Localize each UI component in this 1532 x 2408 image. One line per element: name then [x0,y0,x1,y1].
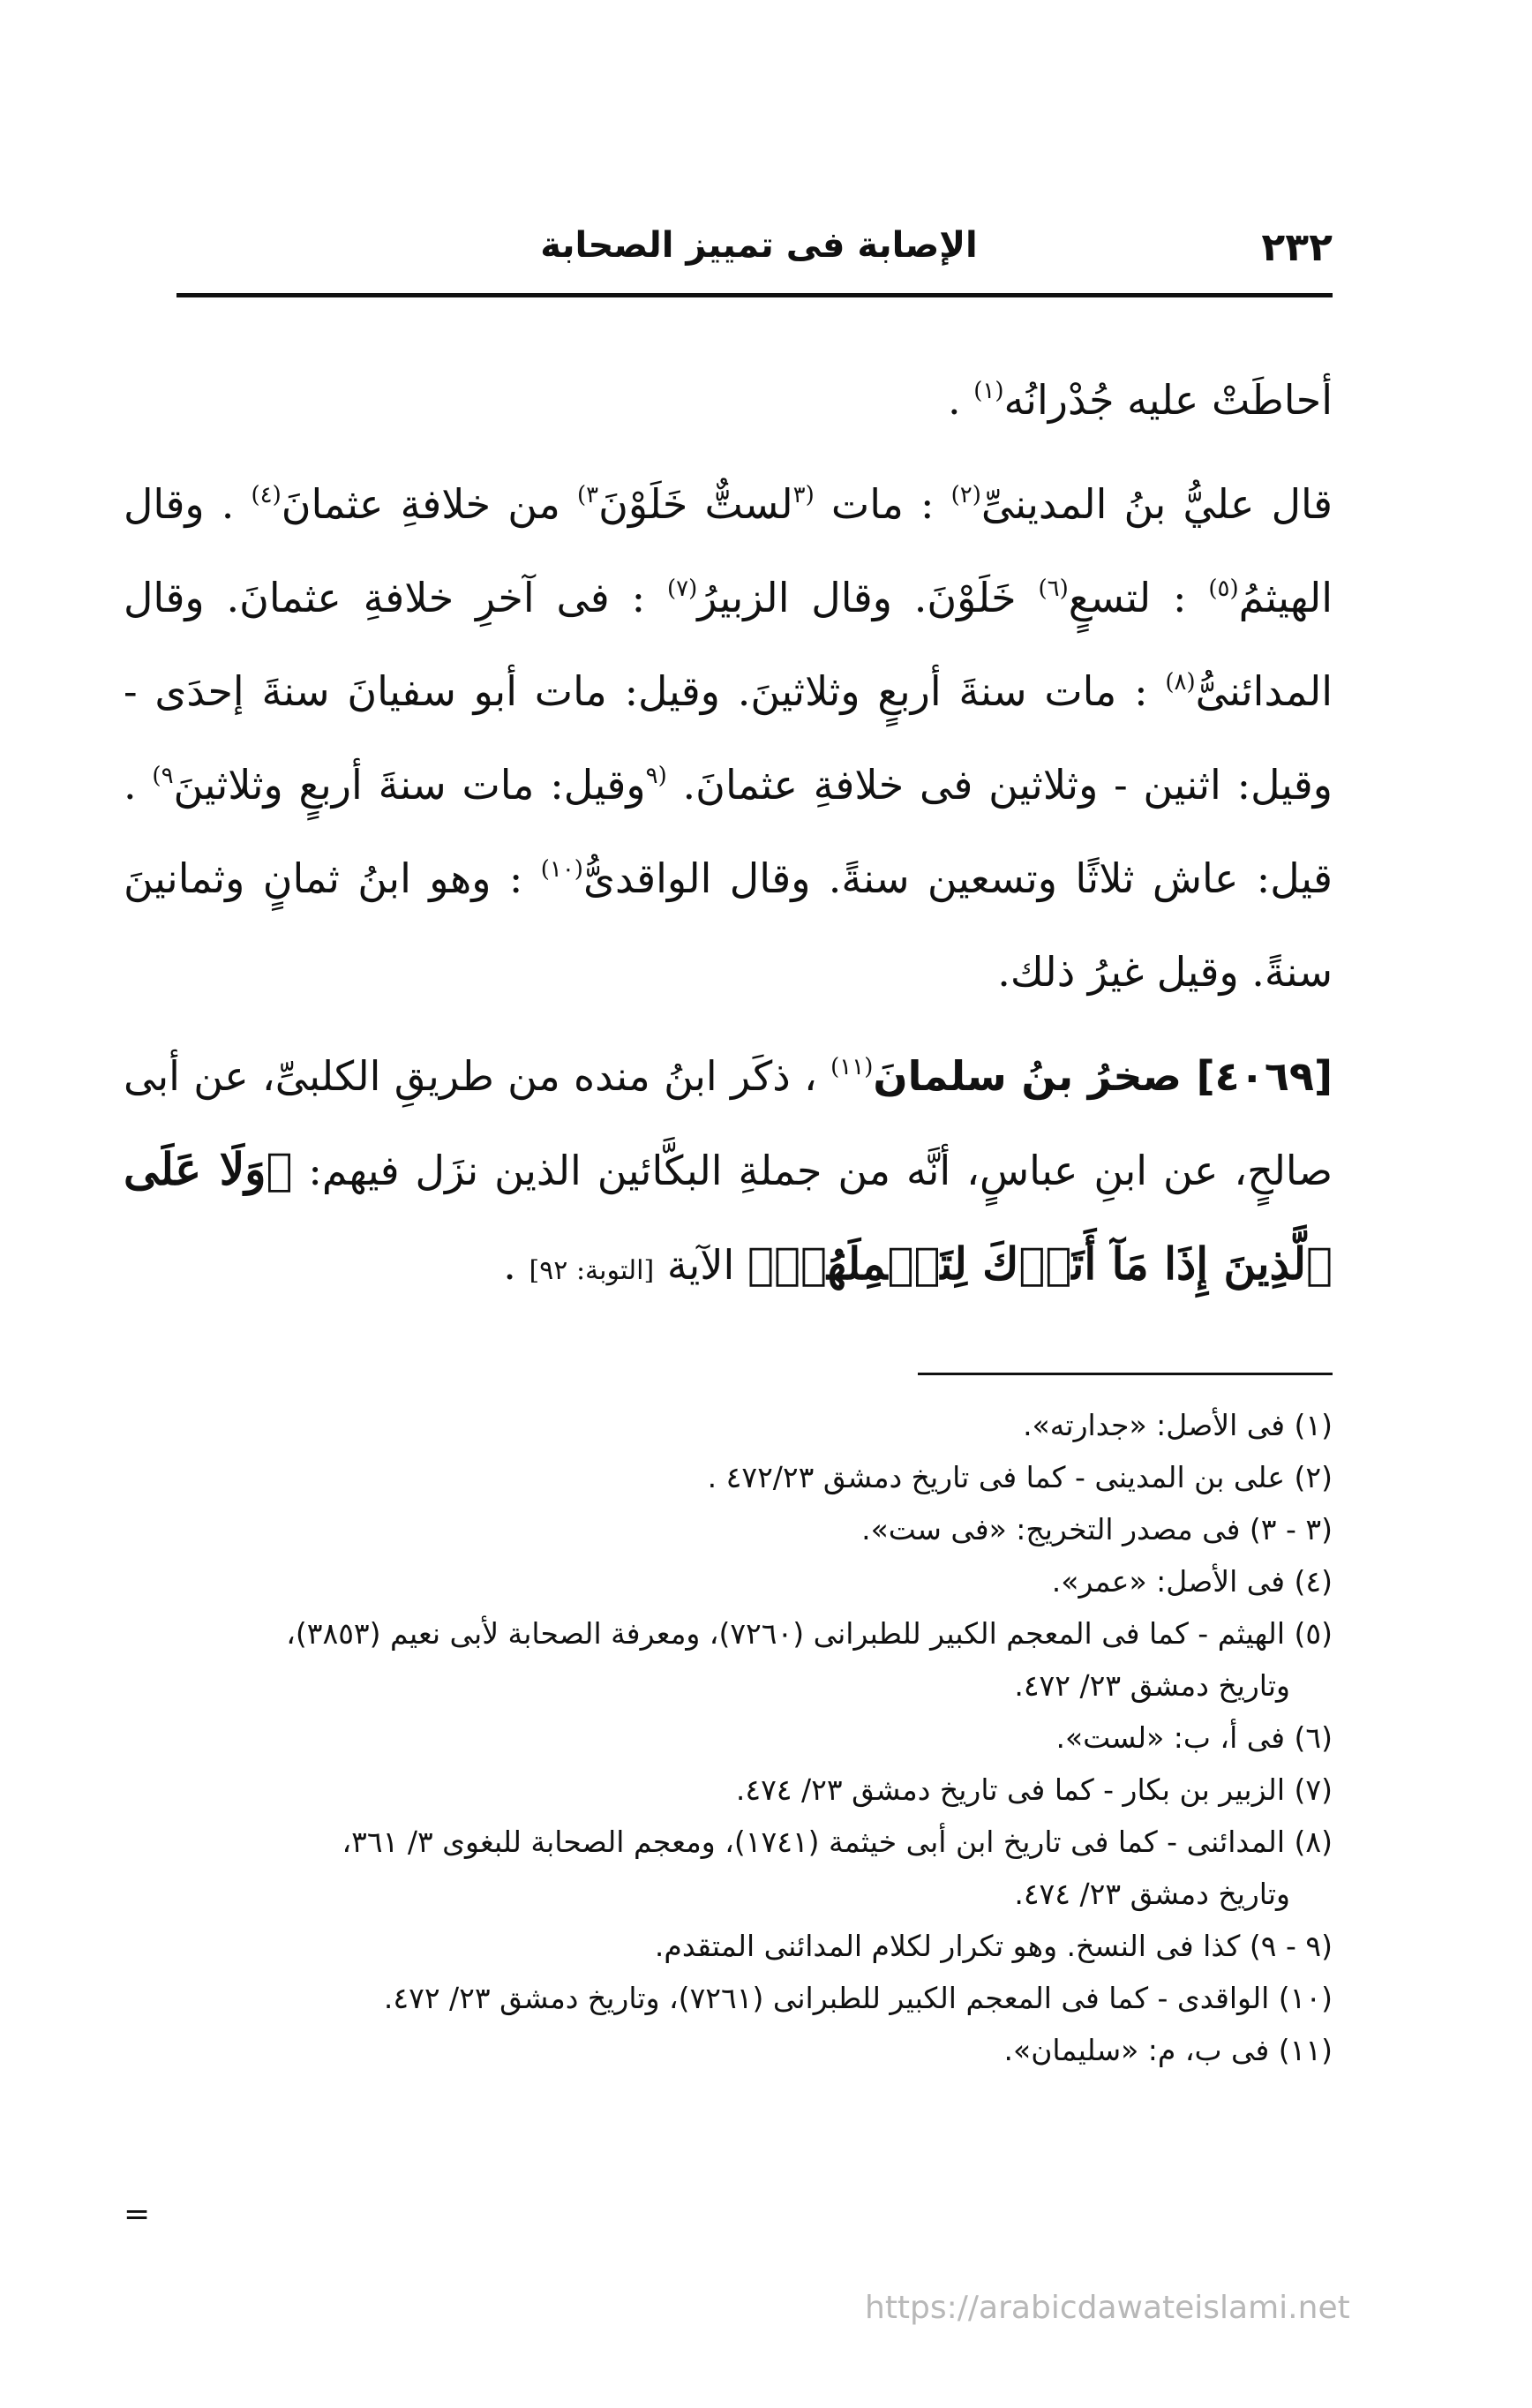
footnote-ref[interactable]: ٣) [577,482,599,508]
text-run: أحاطَتْ عليه جُدْرانُه [1003,376,1333,424]
running-title: الإصابة فى تمييز الصحابة [540,225,978,266]
page-header [176,225,1333,287]
footnote: (٢) على بن المدينى - كما فى تاريخ دمشق ٤٧٢/٢٣ . [707,1460,1333,1494]
text-run: . [947,376,961,424]
footnote: (٥) الهيثم - كما فى المعجم الكبير للطبرانى (٧٢٦٠)، ومعرفة الصحابة لأبى نعيم (٣٨٥٣)، [286,1616,1333,1651]
footnote-continuation: وتاريخ دمشق ٢٣/ ٤٧٢. [1014,1668,1290,1703]
footnote: (٣ - ٣) فى مصدر التخريج: «فى ست». [861,1512,1333,1546]
footnote-ref[interactable]: (٧) [666,576,698,602]
verse-reference: [التوبة: ٩٢] [529,1255,655,1286]
footnote: (٩ - ٩) كذا فى النسخ. وهو تكرار لكلام المدائنى المتقدم. [654,1929,1333,1963]
footnote-ref[interactable]: (٨) [1165,669,1196,696]
page-number: ٢٣٢ [1261,225,1333,270]
text-run: . [503,1241,516,1289]
text-run: ، ذكَر ابنُ منده من طريقِ الكلبىِّ، عن أبى صالحٍ، عن ابنِ عباسٍ، أنَّه من جملةِ البكَّائين الذين نزَل فيهم: [124,1052,1333,1194]
header-rule [176,293,1333,297]
quran-verse: ﴿وَلَا عَلَى ٱلَّذِينَ إِذَا مَآ أَتَوۡكَ لِتَحۡمِلَهُمۡ﴾ [124,1143,1333,1290]
entry-title: [٤٠٦٩] صخرُ بنُ سلمانَ [873,1052,1333,1100]
text-run: : مات [830,480,935,528]
text-run: قال عليُّ بنُ المدينىِّ [980,480,1333,528]
text-run: لستٌّ خَلَوْنَ [598,480,793,528]
watermark-url[interactable]: https://arabicdawateislami.net [865,2290,1350,2326]
text-run: . قيل: عاش ثلاثًا وتسعين سنةً. وقال الواقدىُّ [124,761,1333,902]
main-text [124,353,1333,1318]
continuation-mark: = [124,2196,151,2232]
text-run: : فى آخرِ خلافةِ عثمانَ. وقال المدائنىُّ [124,574,1333,715]
footnote-ref[interactable]: (١١) [830,1054,874,1080]
text-run: . وقال الهيثمُ [124,480,1333,621]
footnote-ref[interactable]: (٦) [1038,576,1069,602]
footnote-ref[interactable]: (٥) [1208,576,1239,602]
footnote-ref[interactable]: (١) [973,378,1004,404]
text-run: الآية [666,1241,735,1289]
text-run: خَلَوْنَ. وقال الزبيرُ [697,574,1017,621]
footnote-ref[interactable]: (٣ [792,482,815,508]
text-run: : مات سنةَ أربعٍ وثلاثينَ. وقيل: مات أبو سفيانَ سنةَ إحدَى - وقيل: اثنين - وثلاثين فى خلافةِ عثمانَ. [124,667,1333,809]
footnote: (٨) المدائنى - كما فى تاريخ ابن أبى خيثمة (١٧٤١)، ومعجم الصحابة للبغوى ٣/ ٣٦١، [342,1825,1333,1859]
footnote-ref[interactable]: (٢) [950,482,981,508]
footnote: (٤) فى الأصل: «عمر». [1051,1564,1333,1599]
footnote: (٦) فى أ، ب: «لست». [1055,1720,1333,1755]
footnote: (٧) الزبير بن بكار - كما فى تاريخ دمشق ٢٣/ ٤٧٤. [735,1772,1333,1807]
text-run: وقيل: مات سنةَ أربعٍ وثلاثينَ [173,761,646,809]
paragraph-3 [124,1029,1333,1318]
footnote-rule [918,1373,1333,1375]
footnote-ref[interactable]: ٩) [152,763,174,789]
footnote-ref[interactable]: (١٠) [540,856,583,883]
paragraph-2 [124,457,1333,1019]
text-run: : لتسعٍ [1068,574,1187,621]
footnote-ref[interactable]: (٤) [251,482,282,508]
footnote: (١١) فى ب، م: «سليمان». [1003,2033,1333,2067]
footnote-continuation: وتاريخ دمشق ٢٣/ ٤٧٤. [1014,1877,1290,1911]
footnotes [124,1399,1333,2076]
footnote: (١) فى الأصل: «جدارته». [1023,1408,1333,1442]
text-run: : وهو ابنُ ثمانٍ وثمانينَ سنةً. وقيل غيرُ ذلك. [124,854,1333,996]
text-run: من خلافةِ عثمانَ [281,480,560,528]
footnote: (١٠) الواقدى - كما فى المعجم الكبير للطبرانى (٧٢٦١)، وتاريخ دمشق ٢٣/ ٤٧٢. [383,1981,1333,2015]
paragraph-1 [124,353,1333,447]
footnote-ref[interactable]: (٩ [645,763,667,789]
